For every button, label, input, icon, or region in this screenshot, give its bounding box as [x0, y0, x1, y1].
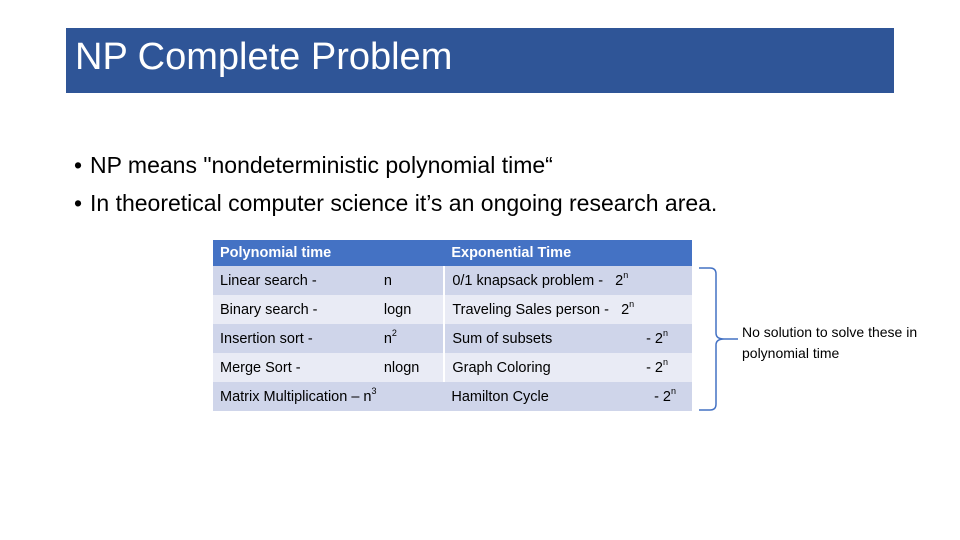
poly-value-cell: n [377, 266, 445, 295]
exp-sup: n [662, 327, 668, 338]
poly-name-cell: Linear search - [213, 266, 377, 295]
bullet-text: In theoretical computer science it’s an ongoing research area. [90, 190, 718, 216]
slide-title: NP Complete Problem [75, 36, 453, 78]
exp-value: - 2 [646, 330, 663, 347]
bullet-item [74, 184, 894, 222]
exp-value-wrap [646, 327, 668, 347]
poly-name-cell [213, 382, 444, 411]
right-brace-icon [698, 267, 738, 411]
bullet-item [74, 146, 894, 184]
exp-cell [444, 353, 692, 382]
table-row [213, 353, 692, 382]
exp-value-wrap [654, 385, 676, 405]
bracket-note: No solution to solve these in polynomial time [742, 324, 918, 361]
exp-value: 2 [621, 301, 630, 318]
poly-name-cell: Binary search - [213, 295, 377, 324]
poly-sup: 2 [391, 327, 397, 338]
exp-name: 0/1 knapsack problem - [452, 272, 604, 289]
exp-sup: n [623, 269, 629, 280]
poly-name-cell: Merge Sort - [213, 353, 377, 382]
exp-name: Traveling Sales person - [452, 301, 609, 318]
table-header-row [213, 240, 692, 266]
exp-cell [444, 295, 692, 324]
exp-cell [444, 382, 692, 411]
exp-cell-inner [451, 385, 692, 405]
table-row [213, 295, 692, 324]
exp-cell-inner [452, 327, 692, 347]
exp-cell [444, 266, 692, 295]
poly-value-cell [377, 324, 445, 353]
exp-cell [444, 324, 692, 353]
header-exponential: Exponential Time [444, 240, 692, 266]
exp-name: Graph Coloring [452, 359, 551, 376]
exp-value-wrap [646, 356, 668, 376]
exp-sup: n [629, 298, 635, 309]
table-row [213, 382, 692, 411]
bullet-dot-icon: • [74, 152, 83, 178]
table-row [213, 266, 692, 295]
bullet-list [74, 146, 894, 222]
poly-name-cell: Insertion sort - [213, 324, 377, 353]
poly-value-cell: logn [377, 295, 445, 324]
poly-name: Matrix Multiplication – n [220, 388, 372, 405]
complexity-table [213, 240, 692, 411]
exp-value: 2 [615, 272, 624, 289]
poly-value: n [383, 330, 392, 347]
exp-value: - 2 [646, 359, 663, 376]
poly-value-cell: nlogn [377, 353, 445, 382]
poly-sup: 3 [371, 385, 377, 396]
bullet-text: NP means "nondeterministic polynomial time“ [90, 152, 553, 178]
bullet-dot-icon: • [74, 190, 83, 216]
exp-value: - 2 [654, 388, 671, 405]
exp-cell-inner [452, 356, 692, 376]
title-bar [66, 28, 894, 93]
exp-name: Hamilton Cycle [451, 388, 549, 405]
exp-sup: n [662, 356, 668, 367]
exp-sup: n [670, 385, 676, 396]
header-polynomial: Polynomial time [213, 240, 444, 266]
exp-name: Sum of subsets [452, 330, 553, 347]
table-row [213, 324, 692, 353]
